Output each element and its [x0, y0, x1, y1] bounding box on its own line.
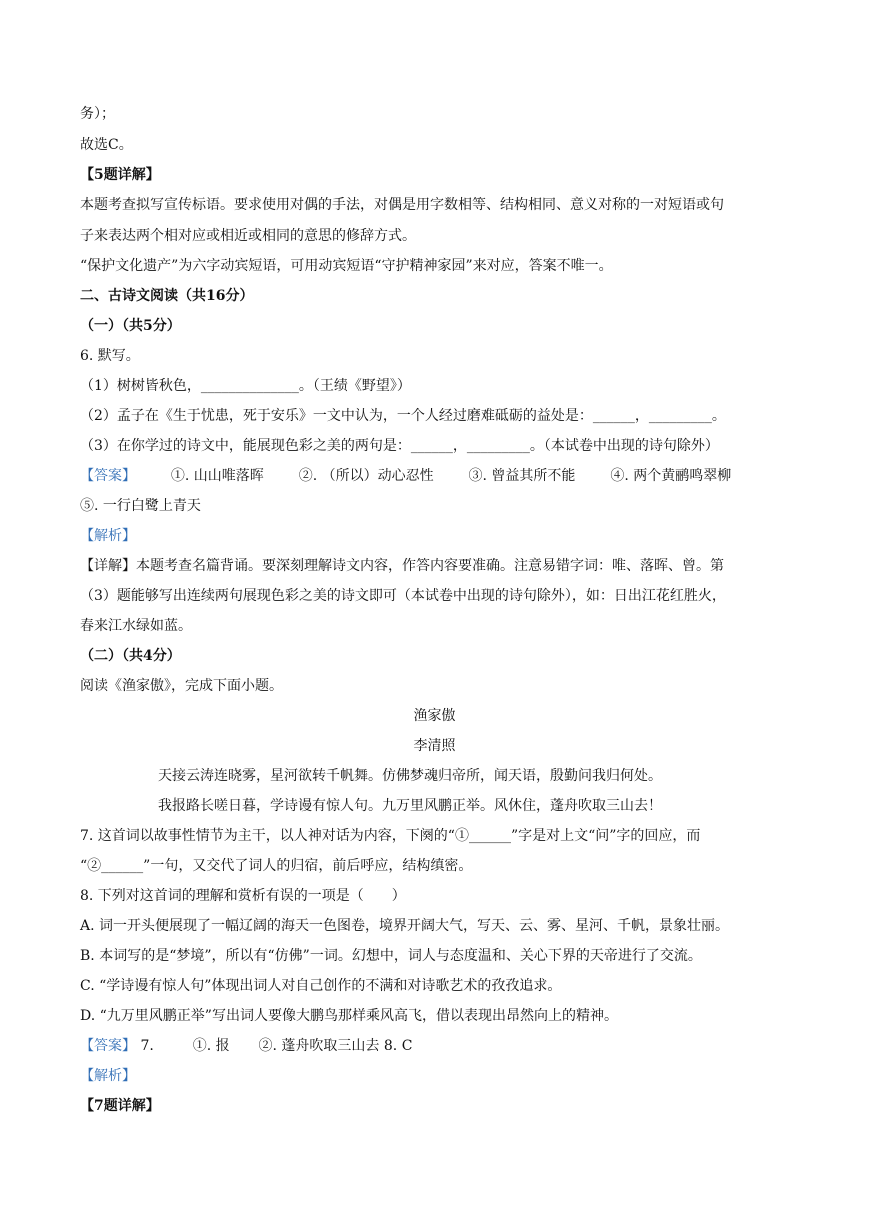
text-line: 【详解】本题考查名篇背诵。要深刻理解诗文内容，作答内容要准确。注意易错字词：唯、落晖、曾。第 [80, 558, 724, 574]
option-b: B. 本词写的是“梦境”，所以有“仿佛”一词。幻想中，词人与态度温和、关心下界的天帝进行了交流。 [80, 948, 702, 964]
analysis-label: 【解析】 [80, 1068, 136, 1084]
question-6-3: （3）在你学过的诗文中，能展现色彩之美的两句是：______，_________。（本试卷中出现的诗句除外） [80, 438, 719, 454]
answer-line-7-8 [80, 1036, 412, 1056]
section-heading: （二）（共4分） [80, 648, 181, 664]
poem-line: 我报路长嗟日暮，学诗谩有惊人句。九万里风鹏正举。风休住，蓬舟吹取三山去！ [158, 798, 662, 814]
question-7-cont: “②______”一句，又交代了词人的归宿，前后呼应，结构缜密。 [80, 858, 473, 874]
text-line: 春来江水绿如蓝。 [80, 618, 192, 634]
answer-item: ⑤. 一行白鹭上青天 [80, 498, 201, 514]
analysis-label: 【解析】 [80, 528, 136, 544]
option-d: D. “九万里风鹏正举”写出词人要像大鹏鸟那样乘风高飞，借以表现出昂然向上的精神。 [80, 1008, 618, 1024]
section-heading: （一）（共5分） [80, 318, 181, 334]
section-heading: 二、古诗文阅读（共16分） [80, 288, 254, 304]
option-a: A. 词一开头便展现了一幅辽阔的海天一色图卷，境界开阔大气，写天、云、雾、星河、千帆，景象壮丽。 [80, 918, 730, 934]
answer-item: 7. [140, 1038, 154, 1054]
poem-line: 天接云涛连晓雾，星河欲转千帆舞。仿佛梦魂归帝所，闻天语，殷勤问我归何处。 [158, 768, 662, 784]
text-line: （3）题能够写出连续两句展现色彩之美的诗文即可（本试卷中出现的诗句除外），如：日出江花红胜火， [80, 588, 726, 604]
question-6-1: （1）树树皆秋色，______________。（王绩《野望》） [80, 378, 411, 394]
text-line: “保护文化遗产”为六字动宾短语，可用动宾短语“守护精神家园”来对应，答案不唯一。 [80, 258, 613, 274]
text-line: 阅读《渔家傲》，完成下面小题。 [80, 678, 283, 694]
text-line: 故选C。 [80, 137, 133, 153]
question-6-2: （2）孟子在《生于忧患，死于安乐》一文中认为，一个人经过磨难砥砺的益处是：______，_________。 [80, 408, 726, 424]
answer-item: ②. 蓬舟吹取三山去 [258, 1038, 380, 1054]
question-6: 6. 默写。 [80, 348, 140, 364]
answer-item: ④. 两个黄鹂鸣翠柳 [610, 468, 732, 484]
answer-item: ③. 曾益其所不能 [468, 468, 576, 484]
answer-label: 【答案】 [80, 468, 136, 484]
section-heading: 【7题详解】 [80, 1098, 160, 1114]
answer-line-6 [80, 466, 731, 486]
answer-label: 【答案】 [80, 1038, 136, 1054]
question-8: 8. 下列对这首词的理解和赏析有误的一项是（ ） [80, 888, 406, 904]
text-line: 本题考查拟写宣传标语。要求使用对偶的手法，对偶是用字数相等、结构相同、意义对称的一对短语或句 [80, 197, 724, 213]
answer-item: ①. 报 [192, 1038, 230, 1054]
answer-item: ①. 山山唯落晖 [170, 468, 264, 484]
answer-item: 8. C [383, 1038, 413, 1054]
text-line: 子来表达两个相对应或相近或相同的意思的修辞方式。 [80, 228, 416, 244]
option-c: C. “学诗谩有惊人句”体现出词人对自己创作的不满和对诗歌艺术的孜孜追求。 [80, 978, 562, 994]
poem-title: 渔家傲 [413, 708, 456, 724]
text-line: 务）； [80, 106, 115, 122]
poem-author: 李清照 [413, 738, 456, 754]
question-7: 7. 这首词以故事性情节为主干，以人神对话为内容，下阕的“①______”字是对上文“问”字的回应，而 [80, 828, 701, 844]
section-heading: 【5题详解】 [80, 167, 160, 183]
answer-item: ②. （所以）动心忍性 [298, 468, 434, 484]
